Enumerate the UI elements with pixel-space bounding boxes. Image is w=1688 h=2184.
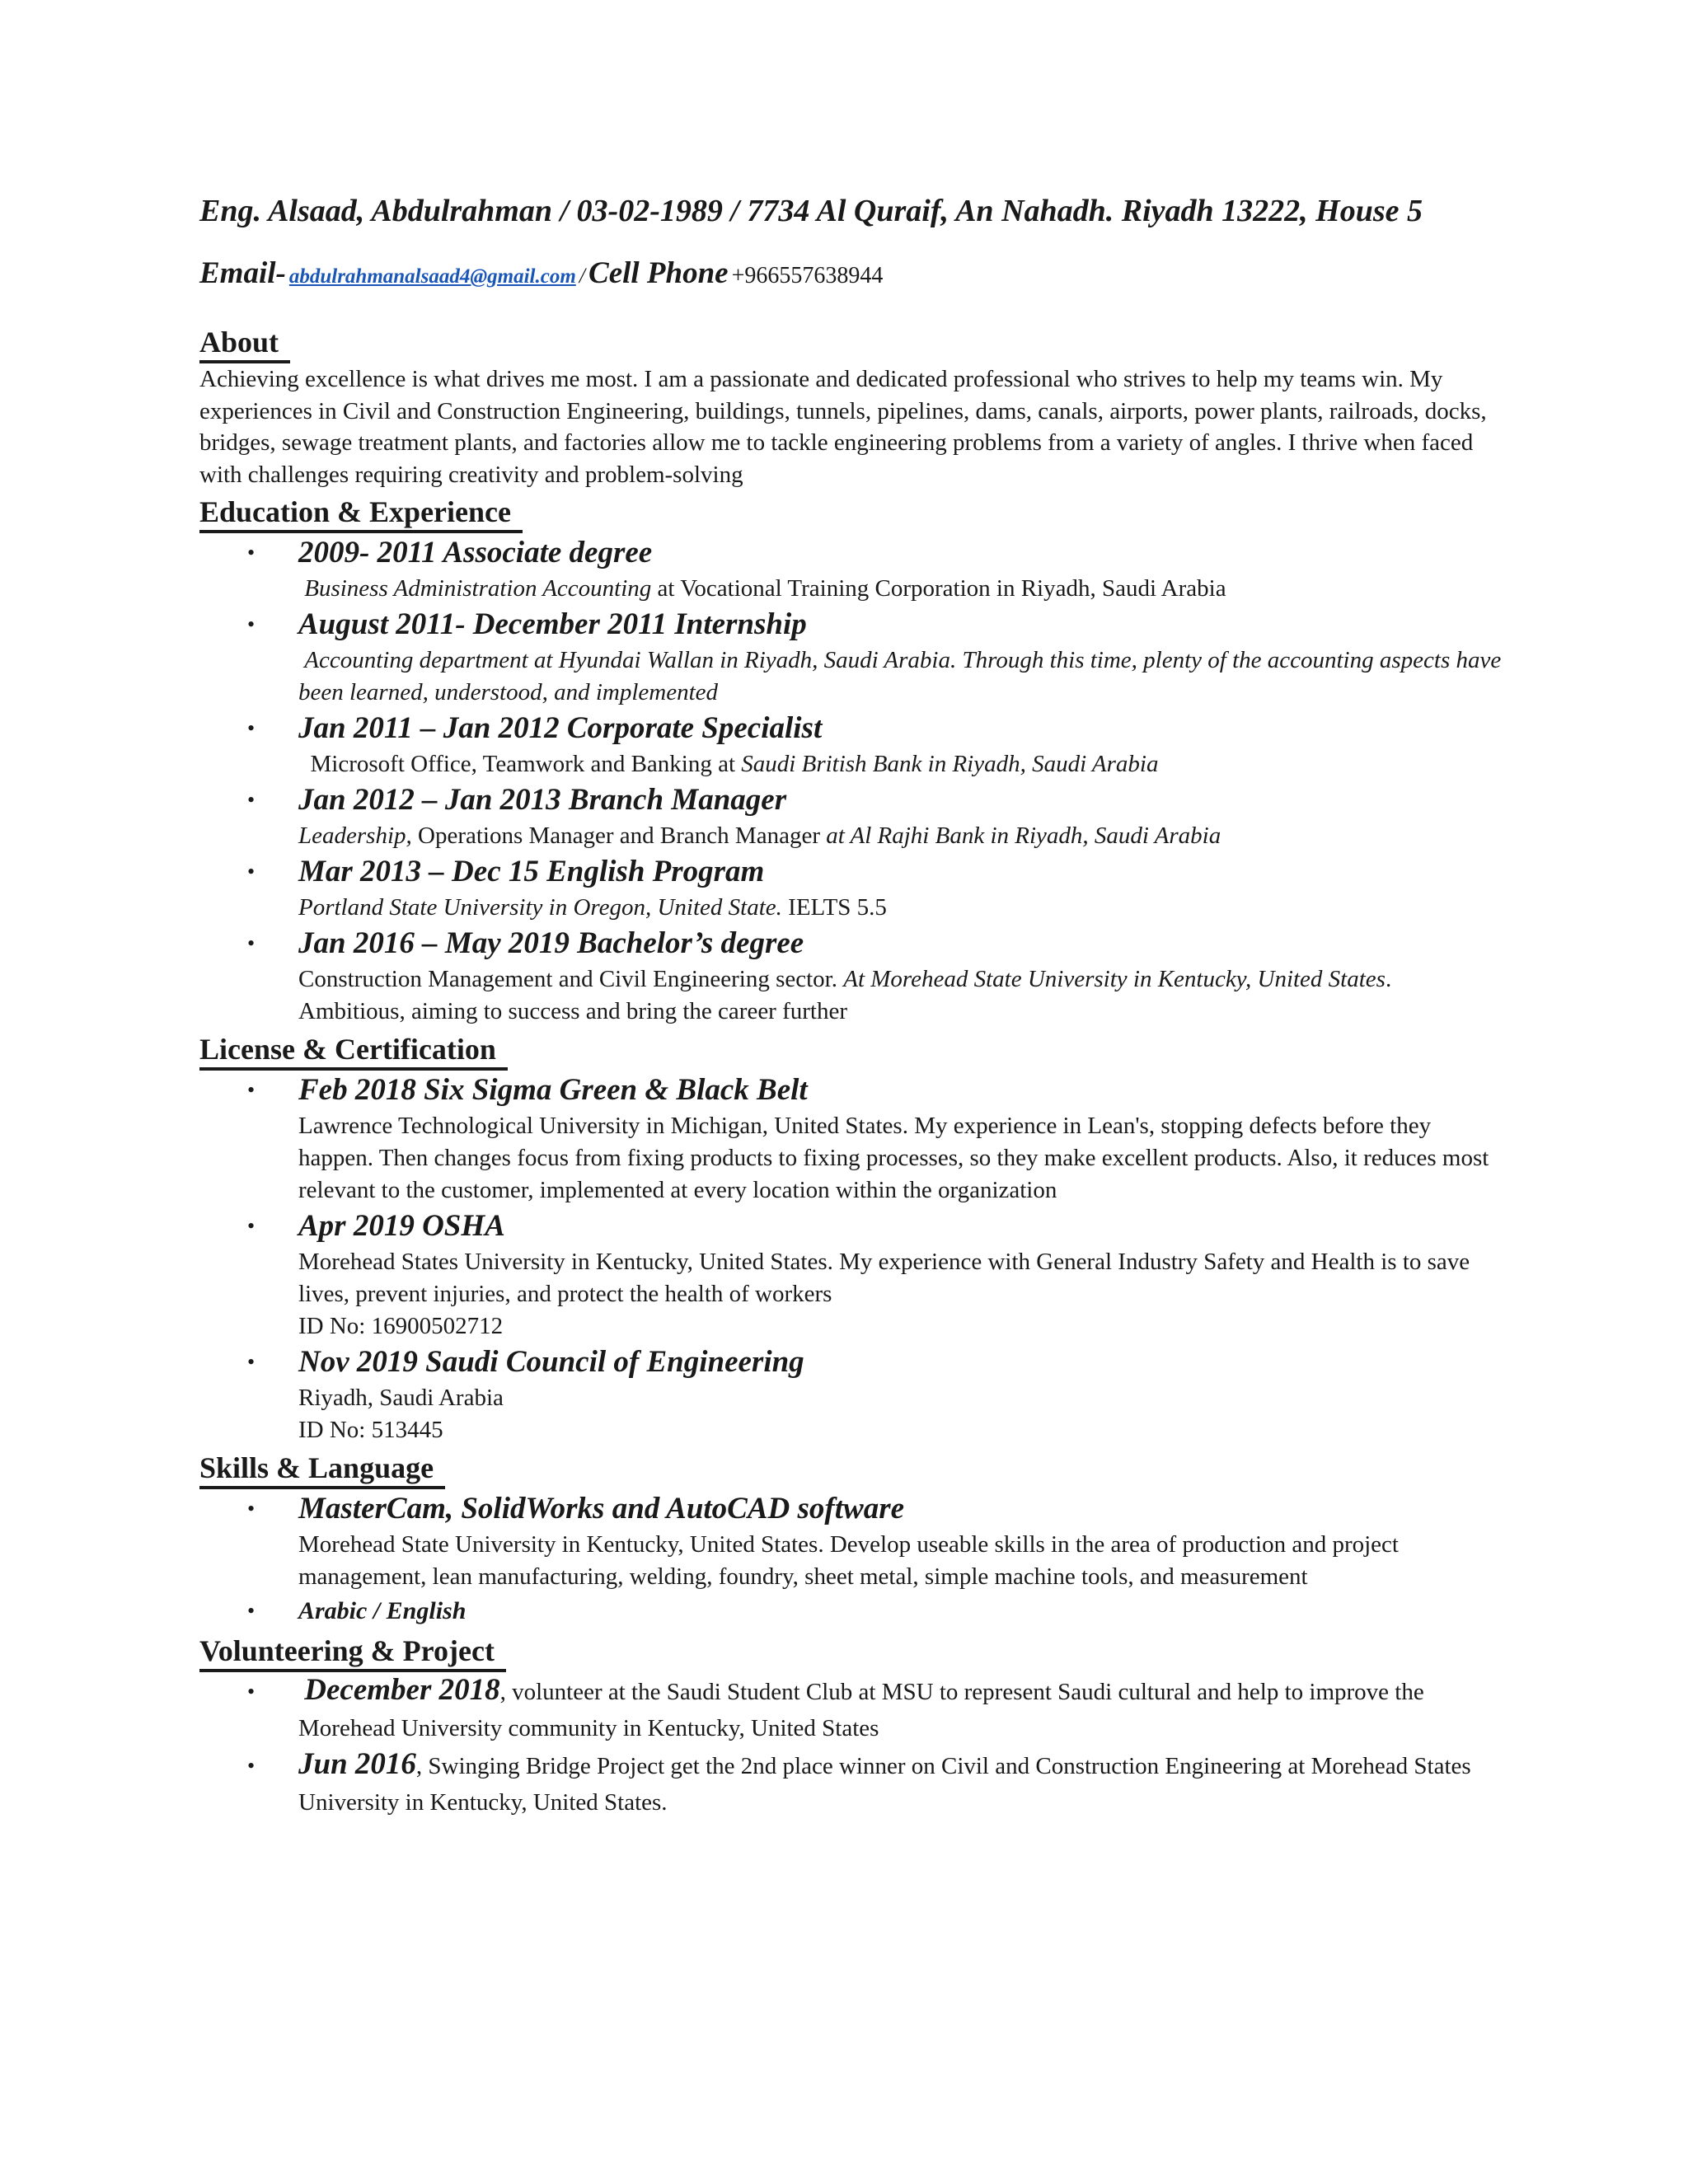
list-item <box>199 605 1502 709</box>
education-section <box>199 494 1502 1028</box>
item-title: Jan 2011 – Jan 2012 Corporate Specialist <box>298 711 823 745</box>
item-desc-text: IELTS 5.5 <box>781 894 887 921</box>
item-title: Mar 2013 – Dec 15 English Program <box>298 855 765 888</box>
about-heading: About <box>199 324 290 363</box>
list-item <box>199 780 1502 852</box>
bullet: • <box>247 1350 256 1374</box>
item-desc-text: at Vocational Training Corporation in Riyadh, Saudi Arabia <box>651 575 1226 602</box>
item-title: Jun 2016 <box>298 1747 416 1781</box>
list-item <box>199 1672 1502 1746</box>
bullet: • <box>247 1497 256 1521</box>
item-id: ID No: 16900502712 <box>298 1313 504 1339</box>
phone-label: Cell Phone <box>588 256 729 290</box>
bullet: • <box>247 1078 256 1102</box>
item-desc-text: Operations Manager and Branch Manager <box>411 823 827 849</box>
item-title: Nov 2019 Saudi Council of Engineering <box>298 1345 804 1379</box>
item-id: ID No: 513445 <box>298 1417 443 1443</box>
item-desc: Morehead States University in Kentucky, United States. My experience with General Industry Safety and Health is to save lives, prevent injuries, and protect the health of workers <box>298 1249 1470 1307</box>
email-label: Email- <box>199 256 286 290</box>
item-desc-italic: Business Administration Accounting <box>304 575 652 602</box>
bullet: • <box>247 1214 256 1238</box>
skills-section <box>199 1450 1502 1629</box>
list-item <box>199 709 1502 780</box>
header-name-line: Eng. Alsaad, Abdulrahman / 03-02-1989 / 7734 Al Quraif, An Nahadh. Riyadh 13222, House 5 <box>199 194 1423 228</box>
item-desc-italic: Accounting department at Hyundai Wallan in Riyadh, Saudi Arabia. Through this time, plenty of the accounting aspects have been learned, understood, and implemented <box>298 647 1502 705</box>
about-section <box>199 324 1502 490</box>
license-section <box>199 1031 1502 1446</box>
bullet: • <box>247 931 256 955</box>
education-heading: Education & Experience <box>199 494 523 533</box>
bullet: • <box>247 612 256 636</box>
item-desc-italic: Portland State University in Oregon, United State. <box>298 894 782 921</box>
email-link[interactable]: abdulrahmanalsaad4@gmail.com <box>288 265 576 288</box>
list-item <box>199 1489 1502 1593</box>
list-item <box>199 852 1502 924</box>
bullet: • <box>247 788 256 812</box>
item-desc-italic: Leadership, <box>298 823 412 849</box>
skills-heading: Skills & Language <box>199 1450 445 1489</box>
about-text: Achieving excellence is what drives me most. I am a passionate and dedicated professional who strives to help my teams win. My experiences in Civil and Construction Engineering, buildings, tunnels, pipelines, dams, canals, airports, power plants, railroads, docks, bridges, sewage treatment plants, and factories allow me to tackle engineering problems from a variety of angles. I thrive when faced with challenges requiring creativity and problem-solving <box>199 366 1487 488</box>
item-desc: Riyadh, Saudi Arabia <box>298 1385 504 1411</box>
item-title: Apr 2019 OSHA <box>298 1209 505 1243</box>
contact-separator: / <box>579 264 586 288</box>
bullet: • <box>247 716 256 740</box>
license-heading: License & Certification <box>199 1031 508 1071</box>
bullet: • <box>247 541 256 565</box>
list-item <box>199 924 1502 1028</box>
bullet: • <box>247 1680 256 1704</box>
item-desc <box>298 820 1502 852</box>
item-desc <box>298 1747 1471 1816</box>
item-desc-text: , volunteer at the Saudi Student Club at MSU to represent Saudi cultural and help to improve the Morehead University community in Kentucky, United States <box>298 1679 1424 1741</box>
item-desc <box>298 892 1502 924</box>
item-desc: Lawrence Technological University in Michigan, United States. My experience in Lean's, stopping defects before they happen. Then changes focus from fixing products to fixing processes, so they make excellent products. Also, it reduces most relevant to the customer, implemented at every location within the organization <box>298 1113 1489 1203</box>
item-desc <box>298 573 1502 605</box>
bullet: • <box>247 860 256 883</box>
item-desc-text: , Swinging Bridge Project get the 2nd place winner on Civil and Construction Engineering at Morehead States University in Kentucky, United States. <box>298 1753 1471 1816</box>
resume-page <box>199 190 1502 1821</box>
list-item <box>199 533 1502 605</box>
item-desc-italic: At Morehead State University in Kentucky, United States <box>843 966 1386 992</box>
item-title: August 2011- December 2011 Internship <box>298 607 807 641</box>
item-title: Jan 2016 – May 2019 Bachelor’s degree <box>298 926 804 960</box>
list-item <box>199 1071 1502 1207</box>
item-desc-text: Construction Management and Civil Engineering sector. <box>298 966 844 992</box>
volunteering-section <box>199 1633 1502 1821</box>
item-title: Feb 2018 Six Sigma Green & Black Belt <box>298 1073 808 1107</box>
contact-line <box>199 252 1502 301</box>
item-desc-text: Microsoft Office, Teamwork and Banking at <box>310 751 742 777</box>
item-title: MasterCam, SolidWorks and AutoCAD software <box>298 1492 905 1526</box>
item-desc-text: . Ambitious, aiming to success and bring the career further <box>298 966 1392 1024</box>
list-item <box>199 1746 1502 1821</box>
list-item <box>199 1593 1502 1629</box>
bullet: • <box>247 1599 256 1623</box>
item-desc-italic: Saudi British Bank in Riyadh, Saudi Arabia <box>741 751 1159 777</box>
item-desc <box>298 644 1502 709</box>
bullet: • <box>247 1754 256 1778</box>
list-item <box>199 1207 1502 1343</box>
item-desc <box>298 1673 1424 1741</box>
list-item <box>199 1343 1502 1446</box>
volunteering-heading: Volunteering & Project <box>199 1633 506 1672</box>
item-desc <box>298 963 1502 1028</box>
item-title: 2009- 2011 Associate degree <box>298 536 653 569</box>
item-title: Arabic / English <box>298 1597 467 1624</box>
item-title: December 2018 <box>304 1673 500 1707</box>
phone-number: +966557638944 <box>731 263 884 288</box>
item-desc: Morehead State University in Kentucky, United States. Develop useable skills in the area of production and project management, lean manufacturing, welding, foundry, sheet metal, simple machine tools, and measurement <box>298 1531 1399 1590</box>
item-desc-italic: at Al Rajhi Bank in Riyadh, Saudi Arabia <box>826 823 1221 849</box>
item-title: Jan 2012 – Jan 2013 Branch Manager <box>298 783 787 817</box>
item-desc <box>298 748 1502 780</box>
